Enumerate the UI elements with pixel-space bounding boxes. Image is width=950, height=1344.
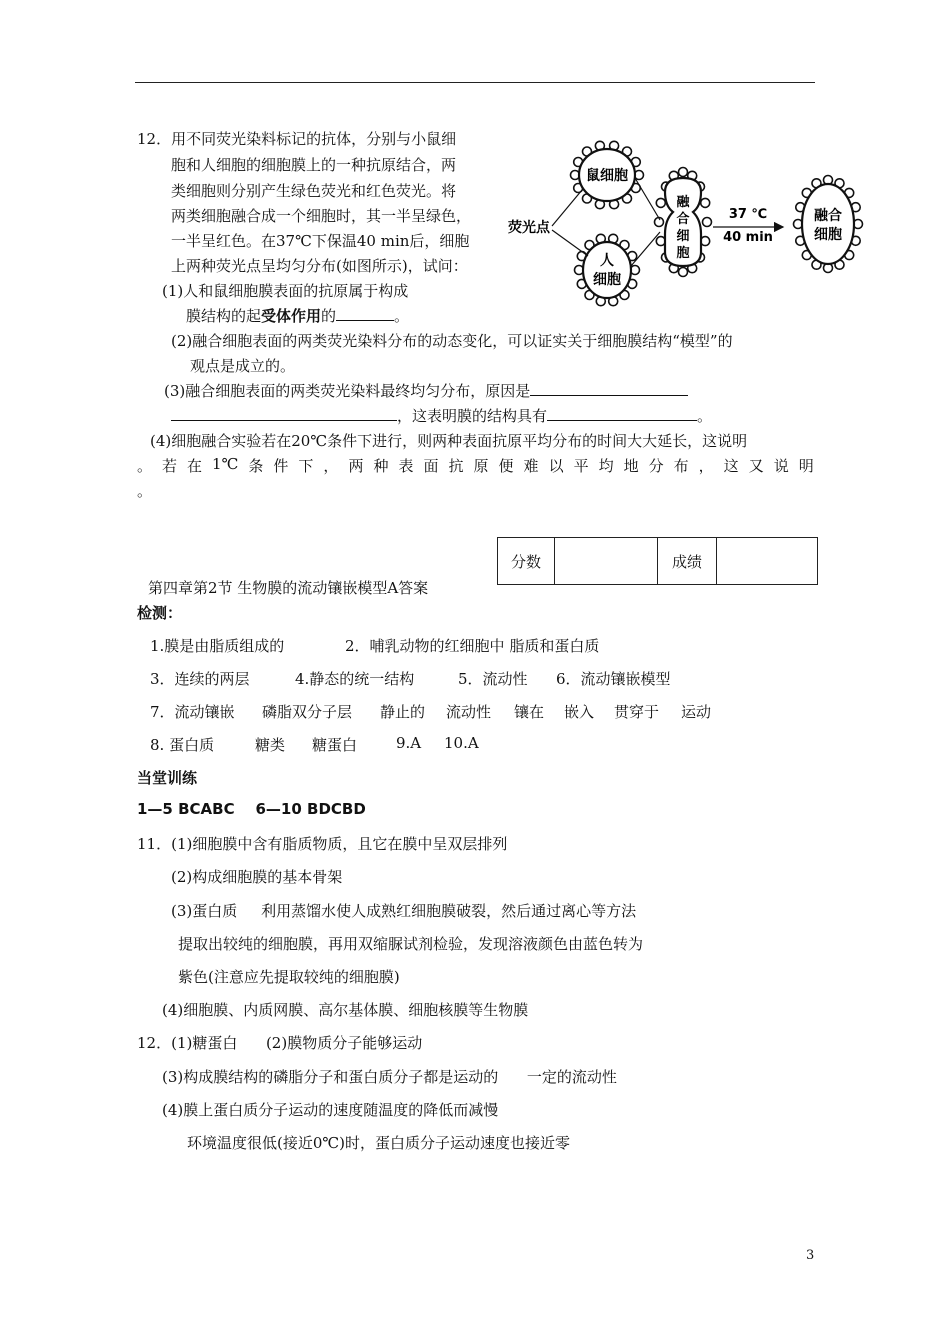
q11-answer-4: (4)细胞膜、内质网膜、高尔基体膜、细胞核膜等生物膜 [162, 1001, 529, 1019]
answer-8-3: 糖蛋白 [312, 736, 358, 754]
answer-7-7: 贯穿于 [614, 703, 660, 721]
merge-line [631, 232, 660, 266]
q12-part1-line-a: (1)人和鼠细胞膜表面的抗原属于构成 [162, 282, 409, 300]
answer-7-3: 静止的 [380, 703, 426, 721]
q12-part3-line-a [164, 380, 688, 401]
merge-line [635, 178, 660, 220]
q12-part4-char: 。 [137, 457, 153, 475]
human-cell-label-1: 人 [600, 253, 614, 269]
answer-7-6: 嵌入 [564, 703, 595, 721]
q12-part4-char: 原 [473, 457, 489, 475]
q12-part4-char: 种 [373, 457, 389, 475]
grade-label: 成绩 [658, 538, 717, 585]
q12-part4-char: 地 [623, 457, 639, 475]
answer-7-2: 磷脂双分子层 [262, 703, 353, 721]
answer-7-1: 7．流动镶嵌 [150, 703, 235, 721]
q12-part4-char: 件 [273, 457, 289, 475]
answer-1: 1.膜是由脂质组成的 [150, 637, 285, 655]
answer-5: 5．流动性 [458, 670, 528, 688]
q12-part2-line-b: 观点是成立的。 [190, 357, 296, 375]
q12-part1-bold: 受体作用 [261, 307, 322, 325]
surface-antigen-dot [656, 198, 665, 207]
fluorescent-dot-label: 荧光点 [508, 220, 550, 236]
q12-part1-post: 的 [321, 307, 337, 325]
q12-line-5: 一半呈红色。在37℃下保温40 min后，细胞 [171, 232, 470, 250]
q12-part1-blank[interactable] [336, 306, 394, 321]
q12-line-2: 胞和人细胞的细胞膜上的一种抗原结合，两 [171, 156, 457, 174]
answer-4: 4.静态的统一结构 [295, 670, 415, 688]
q12-part1-line-b [186, 305, 409, 326]
q12-part4-char: 明 [798, 457, 814, 475]
q12-part1-end: 。 [394, 307, 410, 325]
q12-part4-char: 平 [573, 457, 589, 475]
answer-6: 6．流动镶嵌模型 [556, 670, 671, 688]
answer-8-1: 8. 蛋白质 [150, 736, 215, 754]
q11-answer-3b: 提取出较纯的细胞膜，再用双缩脲试剂检验，发现溶液颜色由蓝色转为 [178, 935, 644, 953]
q12-answer-4a: (4)膜上蛋白质分子运动的速度随温度的降低而减慢 [162, 1101, 499, 1119]
surface-antigen-dot [679, 168, 688, 177]
q12-part4-char: 以 [548, 457, 564, 475]
q12-part4-char: 难 [523, 457, 539, 475]
q12-part3-line-b [171, 405, 712, 426]
heading-jiance: 检测： [137, 604, 183, 622]
fused-cell-char-1: 融 [676, 195, 690, 210]
cell-fusion-figure [500, 140, 870, 315]
q12-part4-char: 1℃ [212, 455, 239, 473]
q11-answer-2: (2)构成细胞膜的基本骨架 [171, 868, 343, 886]
q12-part4-char: ， [323, 457, 339, 475]
human-cell [583, 242, 631, 298]
q12-part1-pre: 膜结构的起 [186, 307, 262, 325]
q12-part4-char: 两 [348, 457, 364, 475]
q12-line-1: 12．用不同荧光染料标记的抗体，分别与小鼠细 [137, 130, 457, 148]
answer-3: 3．连续的两层 [150, 670, 250, 688]
pointer-line [552, 230, 588, 256]
q12-part2-line-a: (2)融合细胞表面的两类荧光染料分布的动态变化，可以证实关于细胞膜结构“模型”的 [171, 332, 733, 350]
q12-answer-1: 12．(1)糖蛋白 (2)膜物质分子能够运动 [137, 1034, 423, 1052]
q12-part4-char: 均 [598, 457, 614, 475]
q12-answer-4b: 环境温度很低(接近0℃)时，蛋白质分子运动速度也接近零 [187, 1134, 571, 1152]
q12-part4-char: 条 [248, 457, 264, 475]
heading-dangtang: 当堂训练 [137, 769, 198, 787]
surface-antigen-dot [679, 268, 688, 277]
answer-8-2: 糖类 [255, 736, 286, 754]
final-cell-label-1: 融合 [814, 208, 842, 224]
q12-part4-char: 抗 [448, 457, 464, 475]
q12-part4-char: 面 [423, 457, 439, 475]
answer-7-4: 流动性 [446, 703, 492, 721]
q12-part4-char: 说 [773, 457, 789, 475]
q12-part4-char: 又 [748, 457, 764, 475]
fused-cell-char-2: 合 [676, 212, 690, 227]
q11-answer-1: 11．(1)细胞膜中含有脂质物质，且它在膜中呈双层排列 [137, 835, 508, 853]
temperature-label: 37 ℃ [728, 207, 768, 222]
score-value[interactable] [555, 538, 658, 585]
grade-value[interactable] [717, 538, 818, 585]
mouse-cell-label: 鼠细胞 [586, 168, 628, 184]
answer-7-8: 运动 [681, 703, 712, 721]
score-table [497, 537, 818, 585]
multiple-choice-answers: 1—5 BCABC 6—10 BDCBD [137, 800, 366, 818]
q12-answer-3: (3)构成膜结构的磷脂分子和蛋白质分子都是运动的 一定的流动性 [162, 1068, 617, 1086]
fused-cell-char-3: 细 [676, 229, 690, 244]
q12-part4-char: 表 [398, 457, 414, 475]
surface-antigen-dot [701, 198, 710, 207]
q12-part4-char: 这 [723, 457, 739, 475]
q11-answer-3a: (3)蛋白质 利用蒸馏水使人成熟红细胞膜破裂，然后通过离心等方法 [171, 902, 637, 920]
pointer-line [552, 190, 582, 226]
q11-answer-3c: 紫色(注意应先提取较纯的细胞膜) [178, 968, 400, 986]
score-label: 分数 [498, 538, 555, 585]
q12-part3-blank-1[interactable] [530, 381, 688, 396]
q12-line-4: 两类细胞融合成一个细胞时，其一半呈绿色， [171, 207, 472, 225]
fused-cell-char-4: 胞 [676, 246, 690, 261]
q12-part4-char: 分 [648, 457, 664, 475]
q12-part3-blank-2[interactable] [171, 406, 397, 421]
page-number: 3 [806, 1248, 815, 1263]
answer-10: 10.A [444, 734, 479, 752]
answer-9: 9.A [396, 734, 422, 752]
q12-line-3: 类细胞则分别产生绿色荧光和红色荧光。将 [171, 182, 457, 200]
human-cell-label-2: 细胞 [593, 272, 621, 288]
q12-part4-char: 在 [187, 457, 203, 475]
q12-part3-mid: ，这表明膜的结构具有 [397, 407, 548, 425]
q12-part4-char: 若 [162, 457, 178, 475]
answer-section-title: 第四章第2节 生物膜的流动镶嵌模型A答案 [148, 579, 429, 597]
final-fused-cell [802, 184, 854, 264]
q12-part3-end: 。 [697, 407, 713, 425]
answer-7-5: 镶在 [514, 703, 545, 721]
q12-part3-text: (3)融合细胞表面的两类荧光染料最终均匀分布，原因是 [164, 382, 531, 400]
q12-part4-line-a: (4)细胞融合实验若在20℃条件下进行，则两种表面抗原平均分布的时间大大延长，这说明 [150, 432, 748, 450]
q12-part4-char: 便 [498, 457, 514, 475]
q12-part4-char: ， [698, 457, 714, 475]
final-cell-label-2: 细胞 [814, 227, 842, 243]
q12-part4-char: 下 [298, 457, 314, 475]
q12-part4-char: 布 [673, 457, 689, 475]
surface-antigen-dot [703, 218, 712, 227]
q12-part4-line-b [137, 455, 814, 476]
header-rule [135, 82, 815, 83]
q12-part3-blank-3[interactable] [547, 406, 697, 421]
answer-2: 2．哺乳动物的红细胞中 脂质和蛋白质 [345, 637, 600, 655]
q12-line-6: 上两种荧光点呈均匀分布(如图所示)，试问： [171, 257, 468, 275]
time-label: 40 min [723, 230, 773, 245]
q12-part4-line-c: 。 [137, 482, 153, 500]
